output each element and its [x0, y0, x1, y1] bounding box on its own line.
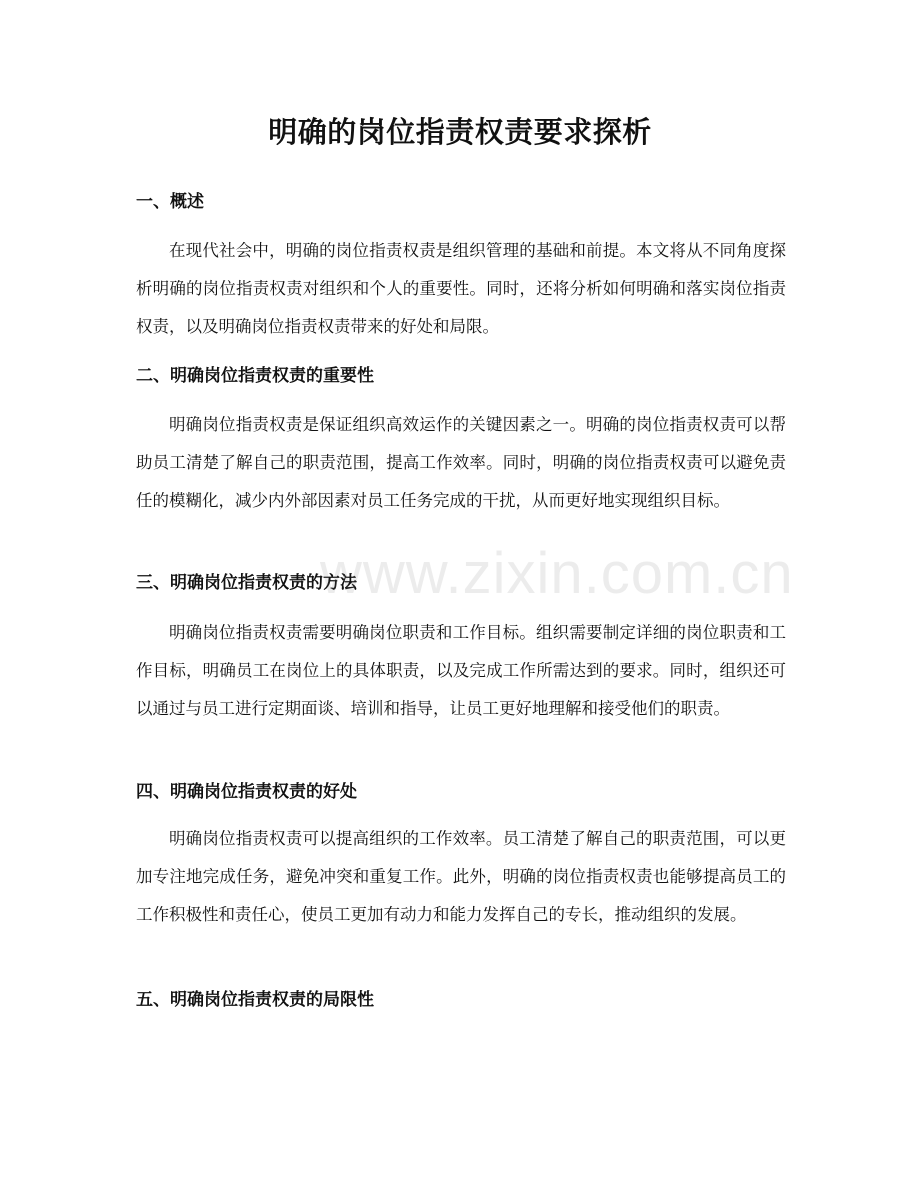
section-paragraph-methods: 明确岗位指责权责需要明确岗位职责和工作目标。组织需要制定详细的岗位职责和工作目标，明确员工在岗位上的具体职责，以及完成工作所需达到的要求。同时，组织还可以通过与员工进行定期面谈、培训和指导，让员工更好地理解和接受他们的职责。: [136, 623, 786, 718]
section-heading-overview: 一、概述: [136, 192, 204, 212]
section-heading-limitations: 五、明确岗位指责权责的局限性: [136, 990, 374, 1010]
watermark: www.zixin.com.cn: [320, 541, 794, 606]
section-paragraph-overview: 在现代社会中，明确的岗位指责权责是组织管理的基础和前提。本文将从不同角度探析明确的岗位指责权责对组织和个人的重要性。同时，还将分析如何明确和落实岗位指责权责，以及明确岗位指责权责带来的好处和局限。: [136, 241, 786, 336]
section-heading-benefits: 四、明确岗位指责权责的好处: [136, 782, 357, 802]
section-heading-methods: 三、明确岗位指责权责的方法: [136, 573, 357, 593]
section-heading-importance: 二、明确岗位指责权责的重要性: [136, 366, 374, 386]
section-paragraph-importance: 明确岗位指责权责是保证组织高效运作的关键因素之一。明确的岗位指责权责可以帮助员工清楚了解自己的职责范围，提高工作效率。同时，明确的岗位指责权责可以避免责任的模糊化，减少内外部因素对员工任务完成的干扰，从而更好地实现组织目标。: [136, 415, 786, 510]
document-title: 明确的岗位指责权责要求探析: [268, 115, 652, 149]
section-paragraph-benefits: 明确岗位指责权责可以提高组织的工作效率。员工清楚了解自己的职责范围，可以更加专注地完成任务，避免冲突和重复工作。此外，明确的岗位指责权责也能够提高员工的工作积极性和责任心，使员工更加有动力和能力发挥自己的专长，推动组织的发展。: [136, 829, 786, 924]
